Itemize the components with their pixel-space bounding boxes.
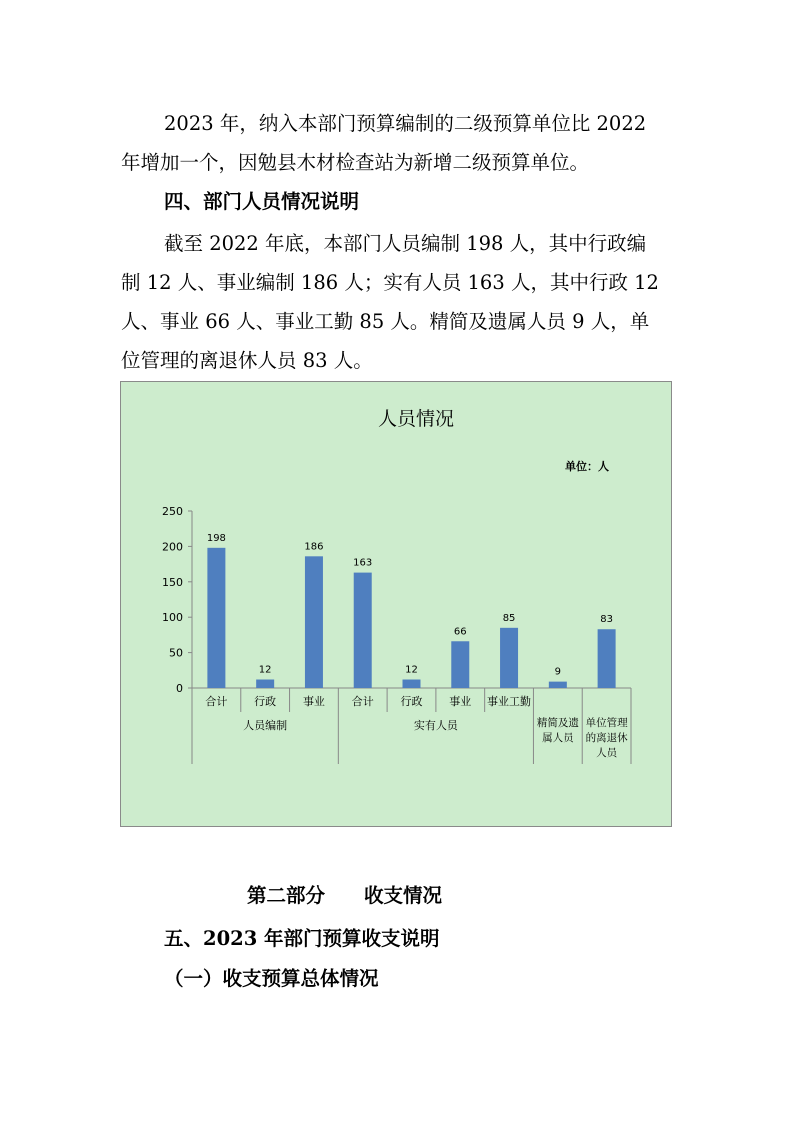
category-label: 事业工勤 <box>487 695 532 708</box>
group-label: 人员编制 <box>243 719 288 732</box>
value-label: 12 <box>258 664 272 676</box>
y-tick-label: 0 <box>176 682 183 695</box>
paragraph-2-line-2: 制 12 人、事业编制 186 人；实有人员 163 人，其中行政 12 <box>121 271 659 294</box>
value-label: 85 <box>502 612 516 624</box>
chart-title: 人员情况 <box>377 408 455 430</box>
bar-6 <box>500 628 518 688</box>
value-label: 186 <box>304 541 324 553</box>
value-label: 66 <box>453 626 467 638</box>
category-label: 行政 <box>254 695 277 708</box>
bar-0 <box>207 548 225 688</box>
category-label: 属人员 <box>542 732 574 744</box>
section-heading-5: 五、2023 年部门预算收支说明 <box>164 927 440 950</box>
category-label: 的离退休 <box>585 732 628 744</box>
category-label: 行政 <box>400 695 423 708</box>
chart-unit-label: 单位：人 <box>565 460 609 473</box>
staff-chart <box>120 381 672 827</box>
bar-4 <box>403 680 421 688</box>
category-label: 合计 <box>351 695 374 708</box>
value-label: 83 <box>600 614 613 626</box>
bar-2 <box>305 556 323 688</box>
paragraph-2-line-3: 人、事业 66 人、事业工勤 85 人。精简及遗属人员 9 人，单 <box>121 310 650 333</box>
category-label: 事业 <box>302 695 325 708</box>
part-2-title: 第二部分 收支情况 <box>247 884 443 907</box>
category-label: 人员 <box>596 747 618 759</box>
paragraph-1-line-1: 2023 年，纳入本部门预算编制的二级预算单位比 2022 <box>164 112 647 135</box>
subsection-heading-5-1: （一）收支预算总体情况 <box>164 967 379 990</box>
staff-bar-chart <box>121 382 673 828</box>
y-tick-label: 100 <box>162 611 183 625</box>
category-label: 事业 <box>449 695 472 708</box>
group-label: 实有人员 <box>413 719 458 732</box>
value-label: 9 <box>554 666 562 678</box>
paragraph-2-line-1: 截至 2022 年底，本部门人员编制 198 人，其中行政编 <box>164 232 647 255</box>
y-tick-label: 150 <box>162 575 183 589</box>
paragraph-1-line-2: 年增加一个，因勉县木材检查站为新增二级预算单位。 <box>121 151 590 174</box>
value-label: 198 <box>206 532 226 544</box>
section-heading-4: 四、部门人员情况说明 <box>164 190 360 213</box>
bar-5 <box>451 641 469 688</box>
bar-3 <box>354 573 372 688</box>
y-tick-label: 250 <box>162 505 183 518</box>
value-label: 12 <box>405 664 418 676</box>
category-label: 合计 <box>205 695 228 708</box>
category-label: 精简及遗 <box>536 717 579 729</box>
y-tick-label: 200 <box>162 540 183 554</box>
paragraph-2-line-4: 位管理的离退休人员 83 人。 <box>121 349 373 372</box>
value-label: 163 <box>353 557 373 569</box>
bar-7 <box>549 682 567 688</box>
bar-1 <box>256 680 274 688</box>
y-tick-label: 50 <box>169 646 183 660</box>
category-label: 单位管理 <box>585 717 628 729</box>
bar-8 <box>598 629 616 688</box>
